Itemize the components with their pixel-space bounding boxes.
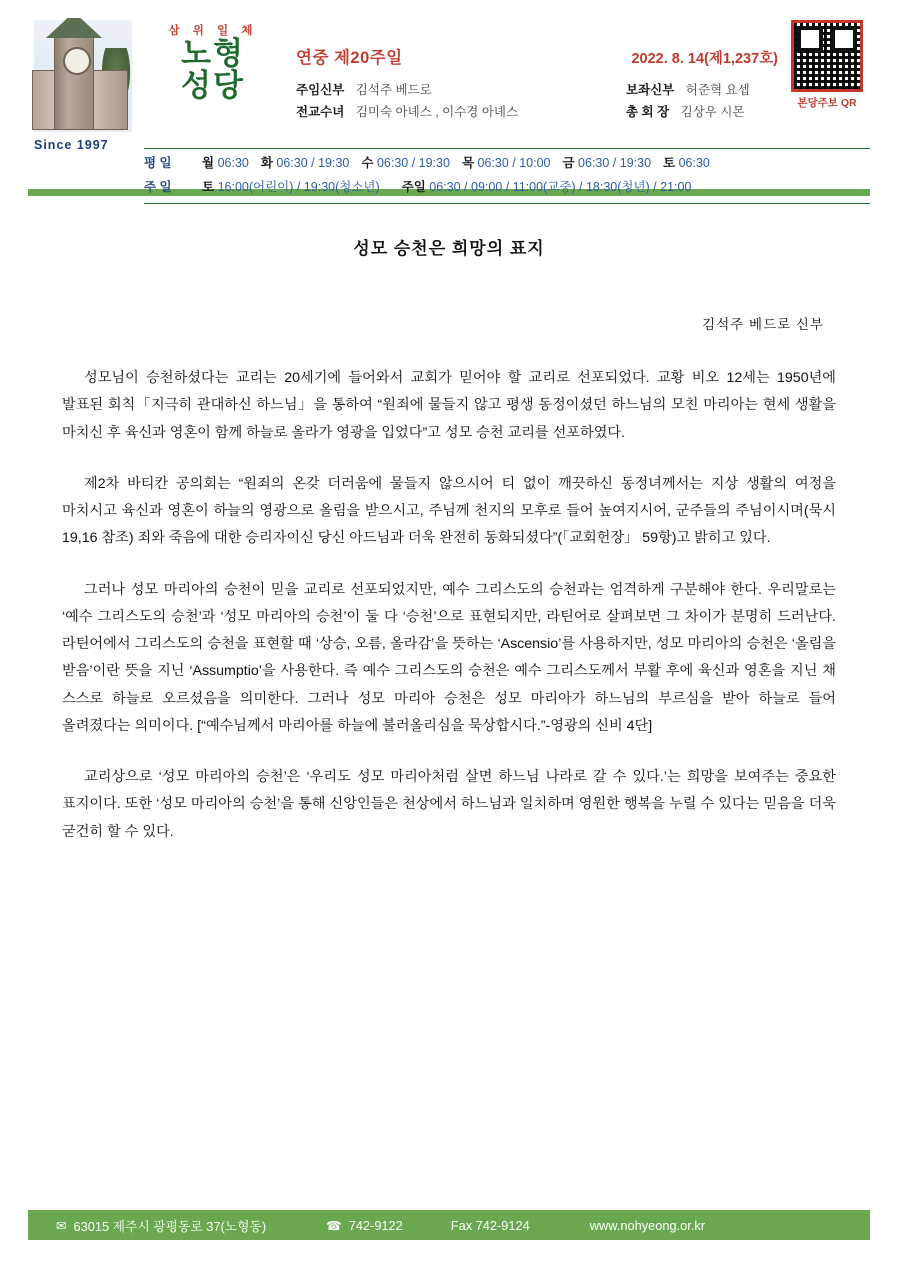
mass-weekday-label: 평 일: [144, 156, 172, 170]
mass-sunday-label: 주 일: [144, 179, 172, 194]
staff-value: 허준혁 요셉: [685, 83, 750, 97]
mass-times: 06:30 / 09:00 / 11:00(교중) / 18:30(청년) / 21:00: [429, 179, 692, 194]
staff-list: [296, 80, 784, 124]
issue-date: 2022. 8. 14(제1,237호): [631, 51, 778, 67]
mass-day: 토: [202, 179, 215, 194]
mass-times: 06:30: [678, 156, 710, 170]
address-block: [56, 1216, 266, 1235]
staff-column-left: [296, 80, 626, 124]
logo-line-2: 성당: [181, 67, 245, 104]
staff-label: 보좌신부: [626, 83, 675, 97]
mass-cell: [202, 152, 249, 176]
mass-cell: [202, 176, 380, 200]
mass-cell: [361, 152, 450, 176]
website-link[interactable]: www.nohyeong.or.kr: [589, 1217, 705, 1233]
mass-sunday-row: [144, 176, 870, 200]
mass-weekday-row: [144, 152, 870, 176]
mass-day: 토: [663, 156, 676, 170]
header-top-row: [28, 18, 870, 146]
mass-cell: [663, 152, 710, 176]
since-label: Since 1997: [34, 138, 109, 152]
parish-logo: [138, 18, 288, 102]
mass-day: 목: [461, 156, 475, 170]
article-paragraph: 제2차 바티칸 공의회는 “원죄의 온갖 더러움에 물들지 않으시어 티 없이 깨끗하신 동정녀께서는 지상 생활의 여정을 마치시고 육신과 영혼이 하늘의 영광으로 올림을 받으시고, 주님께 천지의 모후로 들어 높여지시어, 군주들의 주님이시며(묵시 19,16 참조) 죄와 죽음에 대한 승리자이신 당신 아드님과 더욱 완전히 동화되셨다”(「교회헌장」 59항)고 밝히고 있다.: [62, 475, 836, 547]
phone-icon: ☎: [326, 1218, 342, 1233]
logo-parish-name: [138, 36, 288, 104]
qr-code-block[interactable]: [784, 18, 870, 110]
staff-label: 주임신부: [296, 83, 345, 97]
mass-cell: [402, 176, 692, 200]
mass-times: 06:30: [217, 156, 249, 170]
mail-icon: ✉: [56, 1218, 67, 1233]
bulletin-header: [28, 18, 870, 194]
website-block[interactable]: [590, 1218, 705, 1233]
staff-row: [626, 80, 784, 102]
article: [62, 196, 836, 846]
article-paragraph: 교리상으로 ‘성모 마리아의 승천’은 ‘우리도 성모 마리아처럼 살면 하느님 나라로 갈 수 있다.’는 희망을 보여주는 중요한 표지이다. 또한 ‘성모 마리아의 승천’을 통해 신앙인들은 천상에서 하느님과 일치하며 영원한 행복을 누릴 수 있다는 믿음을 더욱 굳건히 할 수 있다.: [62, 769, 836, 840]
mass-cell: [261, 152, 350, 176]
address-text: 63015 제주시 광평동로 37(노형동): [73, 1218, 267, 1234]
article-body: [62, 365, 836, 846]
liturgical-week: 연중 제20주일: [296, 49, 403, 67]
logo-line-1: 노형: [181, 36, 245, 72]
staff-row: [626, 102, 784, 124]
page-title: 성모 승천은 희망의 표지: [353, 239, 545, 258]
bulletin-page: [0, 18, 898, 1270]
staff-label: 전교수녀: [296, 104, 345, 119]
staff-label: 총 회 장: [626, 104, 670, 119]
mass-cell: [462, 152, 551, 176]
mass-day: 월: [202, 156, 215, 170]
mass-times: 16:00(어린이) / 19:30(청소년): [217, 179, 380, 194]
article-byline: 김석주 베드로 신부: [702, 317, 824, 332]
staff-row: [296, 80, 626, 102]
church-illustration-icon: [28, 18, 138, 136]
fax-block: [451, 1218, 530, 1233]
qr-code-label: 본당주보 QR: [797, 97, 857, 109]
staff-value: 김상우 시몬: [680, 104, 745, 119]
mass-day: 수: [361, 156, 374, 170]
staff-value: 김미숙 아녜스 , 이수경 아녜스: [355, 104, 519, 119]
header-title-row: [296, 44, 784, 68]
mass-day: 금: [562, 156, 575, 170]
staff-row: [296, 102, 626, 124]
phone-text: 742-9122: [348, 1217, 403, 1233]
contact-footer: [28, 1210, 870, 1240]
qr-code-icon[interactable]: [791, 20, 863, 92]
header-center: [288, 18, 784, 124]
mass-times: 06:30 / 10:00: [477, 156, 551, 170]
mass-times: 06:30 / 19:30: [276, 156, 350, 170]
mass-times: 06:30 / 19:30: [578, 156, 652, 170]
phone-block: [326, 1218, 403, 1233]
article-paragraph: 그러나 성모 마리아의 승천이 믿을 교리로 선포되었지만, 예수 그리스도의 승천과는 엄격하게 구분해야 한다. 우리말로는 ‘예수 그리스도의 승천’과 ‘성모 마리아의 승천’이 둘 다 ‘승천’으로 표현되지만, 라틴어로 살펴보면 그 차이가 분명히 드러난다. 라틴어에서 그리스도의 승천을 표현할 때 ‘상승, 오름, 올라감’을 뜻하는 ‘Ascensio’를 사용하지만, 성모 마리아의 승천은 ‘올림을 받음’이란 뜻을 지닌 ‘Assumptio’을 사용한다. 즉 예수 그리스도의 승천은 예수 그리스도께서 부활 후에 육신과 영혼을 지닌 채 스스로 하늘로 오르셨음을 의미한다. 그러나 성모 마리아 승천은 성모 마리아가 하느님의 부르심을 받아 하늘로 들어 올려졌다는 의미이다. [“예수님께서 마리아를 하늘에 불러올리심을 묵상합시다.”-영광의 신비 4단]: [62, 581, 836, 734]
logo-trinity-text: 삼 위 일 체: [168, 25, 258, 37]
staff-column-right: [626, 80, 784, 124]
mass-day: 주일: [401, 179, 426, 194]
mass-times: 06:30 / 19:30: [376, 156, 450, 170]
staff-value: 김석주 베드로: [355, 83, 432, 97]
fax-text: Fax 742-9124: [450, 1217, 530, 1233]
article-paragraph: 성모님이 승천하셨다는 교리는 20세기에 들어와서 교회가 믿어야 할 교리로 선포되었다. 교황 비오 12세는 1950년에 발표된 회칙「지극히 관대하신 하느님」을 통하여 “원죄에 물들지 않고 평생 동정이셨던 하느님의 모친 마리아는 현세 생활을 마치신 후 육신과 영혼이 함께 하늘로 올라가 영광을 입었다”고 성모 승천 교리를 선포하였다.: [62, 370, 836, 441]
mass-day: 화: [260, 156, 273, 170]
mass-cell: [562, 152, 651, 176]
mass-schedule-table: [144, 148, 870, 204]
